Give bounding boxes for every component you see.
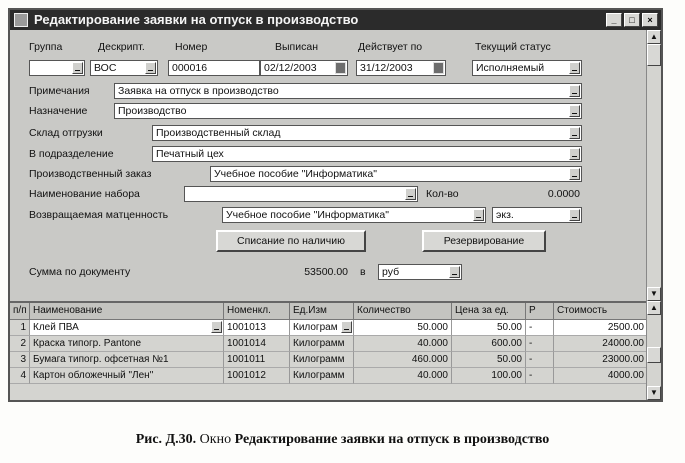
warehouse-field[interactable]: Производственный склад (152, 125, 582, 141)
caption-prefix: Рис. Д.30. (135, 432, 197, 447)
items-table (10, 301, 648, 400)
unit-dropdown-icon[interactable] (569, 209, 580, 221)
table-row-price[interactable]: 100.00 (452, 368, 526, 384)
status-dropdown-icon[interactable] (569, 62, 580, 74)
descript-label: Дескрипт. (98, 41, 145, 53)
valid-until-calendar-icon[interactable] (433, 62, 444, 74)
purpose-label: Назначение (29, 105, 88, 117)
production-order-label: Производственный заказ (29, 168, 152, 180)
group-dropdown-icon[interactable] (72, 62, 83, 74)
descript-dropdown-icon[interactable] (145, 62, 156, 74)
table-row-price[interactable]: 600.00 (452, 336, 526, 352)
table-row-name[interactable]: Клей ПВА (30, 320, 224, 336)
document-sum-value: 53500.00 (304, 266, 348, 278)
production-order-field[interactable]: Учебное пособие "Информатика" (210, 166, 582, 182)
caption-middle: Окно (199, 432, 232, 447)
maximize-button[interactable]: □ (624, 13, 640, 27)
row-unit-dropdown-icon[interactable] (341, 321, 352, 333)
table-row-unit[interactable]: Килограмм (290, 368, 354, 384)
table-row-code[interactable]: 1001012 (224, 368, 290, 384)
row-index: 1 (10, 320, 30, 336)
table-row-cost[interactable]: 23000.00 (554, 352, 648, 368)
table-row-code[interactable]: 1001013 (224, 320, 290, 336)
column-header-cost[interactable]: Стоимость (554, 303, 648, 320)
table-row-cost[interactable]: 24000.00 (554, 336, 648, 352)
table-row-cost[interactable]: 4000.00 (554, 368, 648, 384)
currency-prefix: в (360, 266, 366, 278)
valid-until-date-field[interactable]: 31/12/2003 (356, 60, 446, 76)
issued-date-field[interactable]: 02/12/2003 (260, 60, 348, 76)
group-label: Группа (29, 41, 63, 53)
column-header-unit[interactable]: Ед.Изм (290, 303, 354, 320)
notes-dropdown-icon[interactable] (569, 85, 580, 97)
table-row-quantity[interactable]: 460.000 (354, 352, 452, 368)
column-header-name[interactable]: Наименование (30, 303, 224, 320)
table-row-price[interactable]: 50.00 (452, 352, 526, 368)
purpose-field[interactable]: Производство (114, 103, 582, 119)
table-row-code[interactable]: 1001011 (224, 352, 290, 368)
descript-field[interactable]: ВОС (90, 60, 158, 76)
group-field[interactable] (29, 60, 85, 76)
edit-request-window (8, 8, 663, 402)
writeoff-by-stock-button[interactable]: Списание по наличию (216, 230, 366, 252)
form-scrollbar[interactable] (646, 30, 661, 301)
document-sum-label: Сумма по документу (29, 266, 131, 278)
table-scrollbar[interactable] (646, 301, 661, 400)
table-row-name[interactable]: Картон обложечный "Лен" (30, 368, 224, 384)
reserve-button[interactable]: Резервирование (422, 230, 546, 252)
scroll-up-arrow-icon[interactable]: ▲ (647, 30, 661, 44)
window-title: Редактирование заявки на отпуск в производство (34, 12, 359, 27)
table-row-r[interactable]: - (526, 368, 554, 384)
table-row-r[interactable]: - (526, 320, 554, 336)
column-header-quantity[interactable]: Количество (354, 303, 452, 320)
purpose-dropdown-icon[interactable] (569, 105, 580, 117)
number-field[interactable]: 000016 (168, 60, 260, 76)
figure-caption (0, 432, 685, 448)
currency-dropdown-icon[interactable] (449, 266, 460, 278)
table-row-quantity[interactable]: 50.000 (354, 320, 452, 336)
column-header-r[interactable]: Р (526, 303, 554, 320)
returned-asset-label: Возвращаемая матценность (29, 209, 169, 221)
scroll-down-arrow-icon[interactable]: ▼ (647, 287, 661, 301)
table-row-quantity[interactable]: 40.000 (354, 368, 452, 384)
app-icon[interactable] (14, 13, 28, 27)
set-name-label: Наименование набора (29, 188, 140, 200)
table-row-name[interactable]: Краска типогр. Pantone (30, 336, 224, 352)
row-name-dropdown-icon[interactable] (211, 321, 222, 333)
column-header-code[interactable]: Номенкл. (224, 303, 290, 320)
status-field[interactable]: Исполняемый (472, 60, 582, 76)
set-name-dropdown-icon[interactable] (405, 188, 416, 200)
table-scroll-up-arrow-icon[interactable]: ▲ (647, 301, 661, 315)
warehouse-dropdown-icon[interactable] (569, 127, 580, 139)
unit-field[interactable]: экз. (492, 207, 582, 223)
returned-asset-dropdown-icon[interactable] (473, 209, 484, 221)
table-row-r[interactable]: - (526, 352, 554, 368)
window-controls (606, 13, 658, 27)
row-index: 2 (10, 336, 30, 352)
issued-label: Выписан (275, 41, 318, 53)
set-name-field[interactable] (184, 186, 418, 202)
number-label: Номер (175, 41, 208, 53)
qty-label: Кол-во (426, 188, 459, 200)
subdivision-label: В подразделение (29, 148, 114, 160)
title-bar[interactable] (10, 10, 661, 30)
table-row-r[interactable]: - (526, 336, 554, 352)
warehouse-label: Склад отгрузки (29, 127, 103, 139)
column-header-index[interactable]: п/п (10, 303, 30, 320)
subdivision-dropdown-icon[interactable] (569, 148, 580, 160)
table-row-price[interactable]: 50.00 (452, 320, 526, 336)
table-row-unit[interactable]: Килограм (290, 320, 354, 336)
qty-value: 0.0000 (547, 188, 580, 200)
issued-calendar-icon[interactable] (335, 62, 346, 74)
currency-field[interactable]: руб (378, 264, 462, 280)
notes-label: Примечания (29, 85, 90, 97)
returned-asset-field[interactable]: Учебное пособие "Информатика" (222, 207, 486, 223)
row-index: 4 (10, 368, 30, 384)
minimize-button[interactable]: _ (606, 13, 622, 27)
scroll-thumb[interactable] (647, 44, 661, 66)
table-row-code[interactable]: 1001014 (224, 336, 290, 352)
close-button[interactable]: × (642, 13, 658, 27)
production-order-dropdown-icon[interactable] (569, 168, 580, 180)
table-row-cost[interactable]: 2500.00 (554, 320, 648, 336)
row-index: 3 (10, 352, 30, 368)
status-label: Текущий статус (475, 41, 551, 53)
subdivision-field[interactable]: Печатный цех (152, 146, 582, 162)
table-row-unit[interactable]: Килограмм (290, 352, 354, 368)
column-header-price[interactable]: Цена за ед. (452, 303, 526, 320)
table-scroll-thumb[interactable] (647, 347, 661, 363)
table-row-name[interactable]: Бумага типогр. офсетная №1 (30, 352, 224, 368)
table-row-unit[interactable]: Килограмм (290, 336, 354, 352)
valid-until-label: Действует по (358, 41, 423, 53)
table-row-quantity[interactable]: 40.000 (354, 336, 452, 352)
table-scroll-down-arrow-icon[interactable]: ▼ (647, 386, 661, 400)
notes-field[interactable]: Заявка на отпуск в производство (114, 83, 582, 99)
caption-title: Редактирование заявки на отпуск в производство (234, 432, 550, 447)
